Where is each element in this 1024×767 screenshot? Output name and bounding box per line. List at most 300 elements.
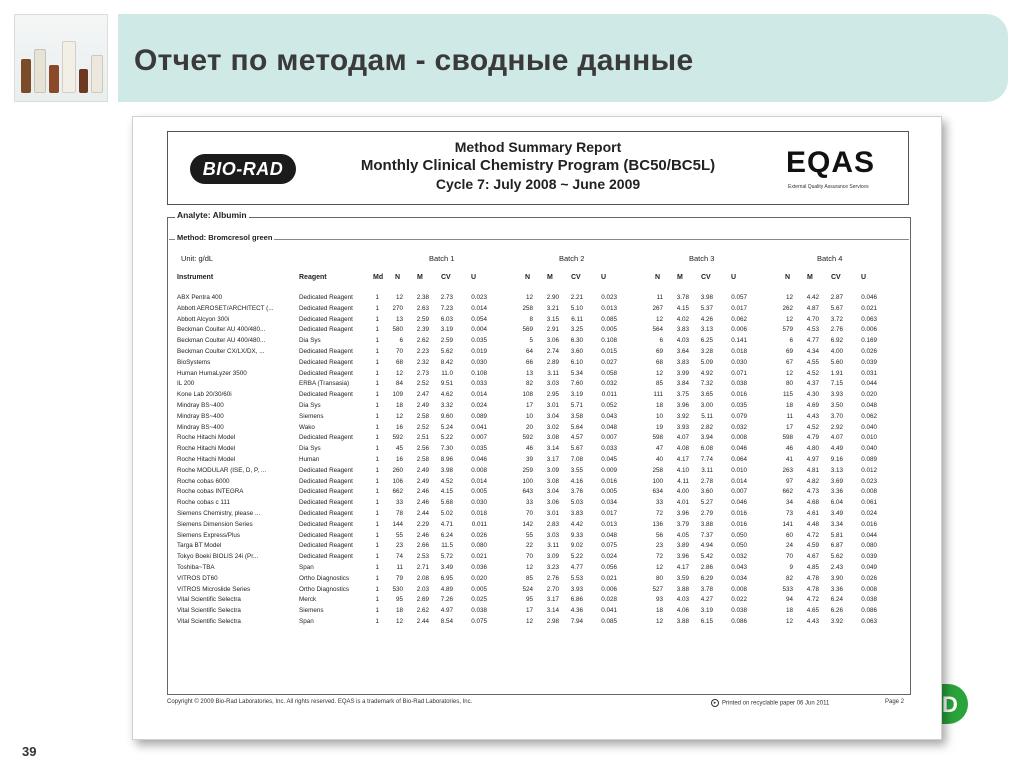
cell-cv: 3.60 — [700, 488, 713, 496]
cell-m: 4.06 — [676, 607, 689, 615]
cell-n: 85 — [655, 380, 663, 388]
cell-u: 0.016 — [731, 391, 747, 399]
cell-reagent: Span — [299, 564, 314, 571]
cell-n: 12 — [525, 618, 533, 625]
col-md: Md — [373, 274, 384, 281]
cell-cv: 8.42 — [440, 358, 453, 366]
cell-u: 0.034 — [601, 499, 617, 507]
cell-n: 95 — [395, 596, 403, 604]
cell-m: 2.49 — [416, 466, 429, 474]
cell-cv: 5.10 — [570, 304, 583, 312]
cell-m: 2.39 — [416, 326, 429, 334]
cell-instrument: Beckman Coulter AU 400/480... — [177, 337, 266, 345]
batch-1-header: Batch 1 — [429, 254, 455, 263]
cell-n: 564 — [652, 326, 663, 334]
header-thumbnail-image — [14, 14, 108, 102]
cell-n: 18 — [395, 402, 403, 409]
cell-n: 41 — [785, 456, 793, 463]
cell-m: 3.03 — [546, 531, 559, 539]
cell-u: 0.005 — [471, 585, 487, 593]
cell-md: 1 — [375, 358, 379, 366]
cell-u: 0.080 — [471, 542, 487, 550]
cell-cv: 4.89 — [440, 585, 453, 593]
cell-m: 4.65 — [806, 607, 819, 615]
cell-m: 3.17 — [546, 596, 559, 604]
cell-u: 0.028 — [601, 596, 617, 604]
cell-n: 16 — [395, 456, 403, 463]
cell-m: 2.69 — [416, 596, 429, 604]
cell-cv: 6.86 — [570, 596, 583, 604]
cell-cv: 2.73 — [440, 294, 453, 301]
cell-n: 6 — [789, 337, 793, 345]
report-cycle: Cycle 7: July 2008 ~ June 2009 — [435, 176, 641, 192]
table-row — [133, 347, 941, 358]
cell-m: 4.52 — [806, 369, 819, 377]
cell-n: 78 — [395, 510, 403, 517]
cell-u: 0.086 — [731, 618, 747, 625]
cell-u: 0.044 — [861, 531, 877, 539]
cell-cv: 5.60 — [830, 358, 843, 366]
cell-instrument: Roche cobas INTEGRA — [177, 488, 244, 496]
cell-cv: 5.37 — [700, 304, 713, 312]
cell-cv: 2.78 — [700, 477, 713, 485]
cell-m: 3.02 — [546, 423, 559, 431]
cell-m: 4.82 — [806, 477, 819, 485]
cell-n: 55 — [525, 531, 533, 539]
cell-u: 0.032 — [731, 423, 747, 431]
cell-n: 40 — [655, 456, 663, 463]
cell-n: 69 — [785, 348, 793, 355]
cell-md: 1 — [375, 423, 379, 431]
table-row — [133, 509, 941, 520]
cell-instrument: Toshiba~TBA — [177, 564, 215, 571]
table-row — [133, 487, 941, 498]
cell-cv: 4.94 — [700, 542, 713, 550]
cell-m: 3.17 — [546, 456, 559, 463]
cell-n: 46 — [785, 445, 793, 453]
cell-m: 2.52 — [416, 380, 429, 388]
cell-cv: 3.49 — [830, 510, 843, 517]
cell-instrument: Mindray BS~400 — [177, 423, 224, 431]
cell-u: 0.031 — [861, 369, 877, 377]
cell-m: 3.15 — [546, 315, 559, 323]
cell-n: 10 — [525, 412, 533, 420]
cell-reagent: Dedicated Reagent — [299, 294, 353, 301]
cell-m: 4.53 — [806, 326, 819, 334]
cell-cv: 3.58 — [570, 412, 583, 420]
table-row — [133, 401, 941, 412]
cell-cv: 6.08 — [700, 445, 713, 453]
cell-n: 12 — [525, 294, 533, 301]
cell-instrument: VITROS Microslide Series — [177, 585, 251, 593]
batch-1-cv-header: CV — [441, 274, 451, 281]
cell-m: 3.04 — [546, 412, 559, 420]
cell-instrument: Vital Scientific Selectra — [177, 596, 241, 604]
cell-cv: 6.29 — [700, 574, 713, 582]
table-row — [133, 379, 941, 390]
cell-u: 0.108 — [601, 337, 617, 345]
cell-u: 0.050 — [731, 531, 747, 539]
cell-m: 4.78 — [806, 585, 819, 593]
cell-n: 579 — [782, 326, 793, 334]
cell-n: 12 — [525, 564, 533, 571]
cell-u: 0.049 — [861, 564, 877, 571]
cell-n: 24 — [785, 542, 793, 550]
cell-n: 634 — [652, 488, 663, 496]
cell-n: 17 — [525, 607, 533, 615]
table-row — [133, 444, 941, 455]
cell-cv: 8.96 — [440, 456, 453, 463]
cell-m: 2.73 — [416, 369, 429, 377]
cell-u: 0.007 — [601, 434, 617, 442]
cell-cv: 4.42 — [570, 520, 583, 528]
cell-m: 3.06 — [546, 337, 559, 345]
cell-u: 0.062 — [861, 412, 877, 420]
cell-cv: 3.28 — [700, 348, 713, 355]
cell-m: 3.88 — [676, 618, 689, 625]
cell-m: 4.10 — [676, 466, 689, 474]
cell-u: 0.023 — [471, 294, 487, 301]
cell-n: 18 — [655, 607, 663, 615]
cell-m: 4.42 — [806, 294, 819, 301]
cell-m: 4.78 — [806, 574, 819, 582]
cell-u: 0.061 — [861, 499, 877, 507]
cell-cv: 5.11 — [701, 412, 713, 420]
cell-reagent: Wako — [299, 423, 315, 431]
cell-n: 33 — [395, 499, 403, 507]
cell-u: 0.033 — [471, 380, 487, 388]
cell-u: 0.021 — [861, 304, 877, 312]
cell-m: 3.08 — [546, 434, 559, 442]
cell-u: 0.026 — [861, 348, 877, 355]
cell-cv: 5.03 — [570, 499, 583, 507]
cell-n: 643 — [522, 488, 533, 496]
cell-md: 1 — [375, 402, 379, 409]
cell-m: 4.17 — [676, 456, 689, 463]
cell-instrument: IL 200 — [177, 380, 195, 388]
cell-cv: 6.30 — [570, 337, 583, 345]
table-row — [133, 541, 941, 552]
cell-u: 0.030 — [471, 499, 487, 507]
cell-u: 0.035 — [471, 337, 487, 345]
cell-u: 0.008 — [861, 585, 877, 593]
cell-n: 111 — [653, 391, 663, 399]
cell-cv: 5.34 — [570, 369, 583, 377]
cell-cv: 9.51 — [440, 380, 453, 388]
cell-n: 141 — [782, 520, 793, 528]
cell-u: 0.016 — [731, 520, 747, 528]
cell-cv: 6.11 — [571, 315, 583, 323]
cell-u: 0.024 — [471, 402, 487, 409]
cell-m: 2.98 — [546, 618, 559, 625]
cell-m: 3.99 — [676, 369, 689, 377]
footer-copyright: Copyright © 2009 Bio-Rad Laboratories, Inc. All rights reserved. EQAS is a trademark of Bio-Rad Laboratories, Inc. — [167, 699, 473, 705]
cell-m: 3.11 — [547, 369, 559, 377]
cell-m: 4.17 — [676, 564, 689, 571]
cell-cv: 3.94 — [700, 434, 713, 442]
cell-cv: 5.62 — [830, 553, 843, 561]
cell-u: 0.089 — [471, 412, 487, 420]
cell-m: 2.91 — [546, 326, 559, 334]
col-reagent: Reagent — [299, 274, 327, 281]
cell-cv: 3.93 — [830, 391, 843, 399]
cell-md: 1 — [375, 326, 379, 334]
cell-n: 136 — [652, 520, 663, 528]
cell-cv: 7.08 — [570, 456, 583, 463]
cell-reagent: Dia Sys — [299, 445, 321, 453]
batch-4-n-header: N — [785, 274, 791, 281]
cell-m: 3.03 — [546, 380, 559, 388]
table-row — [133, 325, 941, 336]
cell-instrument: Mindray BS~400 — [177, 402, 224, 409]
cell-instrument: Abbott Alcyon 300i — [177, 315, 230, 323]
table-row — [133, 315, 941, 326]
cell-m: 3.96 — [676, 402, 689, 409]
cell-u: 0.045 — [601, 456, 617, 463]
cell-cv: 4.71 — [440, 520, 453, 528]
cell-u: 0.040 — [861, 445, 877, 453]
cell-u: 0.032 — [731, 553, 747, 561]
cell-n: 80 — [785, 380, 793, 388]
cell-cv: 3.55 — [570, 466, 583, 474]
cell-n: 18 — [785, 607, 793, 615]
cell-n: 70 — [525, 510, 533, 517]
cell-md: 1 — [375, 304, 379, 312]
batch-1-m-header: M — [417, 274, 423, 281]
cell-cv: 6.92 — [830, 337, 843, 345]
cell-n: 12 — [395, 369, 403, 377]
cell-cv: 3.72 — [830, 315, 843, 323]
cell-m: 4.00 — [676, 488, 689, 496]
cell-m: 3.09 — [546, 466, 559, 474]
cell-cv: 11.5 — [441, 542, 453, 550]
cell-instrument: Siemens Dimension Series — [177, 520, 253, 528]
cell-n: 5 — [529, 337, 533, 345]
slide-number: 39 — [22, 744, 37, 759]
cell-u: 0.064 — [731, 456, 747, 463]
cell-u: 0.008 — [731, 434, 747, 442]
table-row — [133, 304, 941, 315]
cell-m: 4.43 — [806, 412, 819, 420]
cell-n: 524 — [522, 585, 533, 593]
batch-1-n-header: N — [395, 274, 401, 281]
cell-n: 60 — [785, 531, 793, 539]
cell-cv: 6.26 — [830, 607, 843, 615]
cell-n: 267 — [652, 304, 663, 312]
cell-reagent: Siemens — [299, 607, 324, 615]
cell-n: 18 — [655, 402, 663, 409]
cell-cv: 3.98 — [700, 294, 713, 301]
cell-m: 2.49 — [416, 477, 429, 485]
batch-3-cv-header: CV — [701, 274, 711, 281]
cell-md: 1 — [375, 531, 379, 539]
cell-u: 0.011 — [471, 520, 487, 528]
cell-cv: 3.78 — [700, 585, 713, 593]
cell-n: 263 — [782, 466, 793, 474]
cell-u: 0.026 — [471, 531, 487, 539]
cell-reagent: Ortho Diagnostics — [299, 585, 350, 593]
cell-u: 0.010 — [861, 434, 877, 442]
cell-cv: 4.77 — [570, 564, 583, 571]
cell-m: 4.02 — [676, 315, 689, 323]
cell-md: 1 — [375, 445, 379, 453]
cell-cv: 5.81 — [830, 531, 843, 539]
footer-printed: ▸ Printed on recyclable paper 06 Jun 2011 — [711, 699, 829, 707]
cell-u: 0.005 — [601, 488, 617, 496]
cell-cv: 3.92 — [830, 618, 843, 625]
cell-cv: 4.27 — [700, 596, 713, 604]
cell-cv: 7.37 — [700, 531, 713, 539]
table-row — [133, 358, 941, 369]
table-row — [133, 595, 941, 606]
cell-n: 64 — [525, 348, 533, 355]
cell-u: 0.013 — [601, 520, 617, 528]
cell-cv: 5.27 — [700, 499, 713, 507]
cell-md: 1 — [375, 564, 379, 571]
cell-n: 6 — [659, 337, 663, 345]
cell-u: 0.008 — [861, 488, 877, 496]
cell-instrument: Abbott AEROSET/ARCHITECT (... — [177, 304, 274, 312]
cell-cv: 3.32 — [440, 402, 453, 409]
batch-2-n-header: N — [525, 274, 531, 281]
cell-n: 33 — [655, 499, 663, 507]
cell-n: 11 — [396, 564, 403, 571]
table-row — [133, 606, 941, 617]
cell-reagent: Dedicated Reagent — [299, 466, 353, 474]
cell-n: 12 — [785, 618, 793, 625]
cell-u: 0.038 — [731, 607, 747, 615]
cell-cv: 4.97 — [440, 607, 453, 615]
cell-cv: 2.82 — [700, 423, 713, 431]
col-instrument: Instrument — [177, 274, 214, 281]
cell-cv: 3.76 — [570, 488, 583, 496]
cell-n: 527 — [652, 585, 663, 593]
cell-n: 258 — [652, 466, 663, 474]
cell-m: 2.32 — [416, 358, 429, 366]
cell-n: 262 — [782, 304, 793, 312]
cell-m: 2.38 — [416, 294, 429, 301]
cell-md: 1 — [375, 596, 379, 604]
cell-u: 0.020 — [861, 391, 877, 399]
cell-u: 0.027 — [601, 358, 617, 366]
cell-n: 100 — [522, 477, 533, 485]
cell-reagent: Ortho Diagnostics — [299, 574, 350, 582]
cell-m: 4.07 — [676, 434, 689, 442]
batch-4-header: Batch 4 — [817, 254, 843, 263]
table-row — [133, 390, 941, 401]
report-program: Monthly Clinical Chemistry Program (BC50/BC5L) — [360, 157, 716, 174]
cell-n: 94 — [785, 596, 793, 604]
cell-u: 0.008 — [471, 466, 487, 474]
cell-m: 3.79 — [676, 520, 689, 528]
cell-m: 2.63 — [416, 304, 429, 312]
cell-n: 12 — [395, 294, 403, 301]
cell-cv: 4.92 — [700, 369, 713, 377]
cell-u: 0.014 — [471, 304, 487, 312]
batch-3-header: Batch 3 — [689, 254, 715, 263]
cell-cv: 3.49 — [440, 564, 453, 571]
cell-cv: 3.65 — [700, 391, 713, 399]
cell-instrument: Beckman Coulter AU 400/480... — [177, 326, 266, 334]
cell-m: 4.87 — [806, 304, 819, 312]
cell-md: 1 — [375, 294, 379, 301]
table-row — [133, 369, 941, 380]
cell-n: 8 — [529, 315, 533, 323]
cell-u: 0.030 — [731, 358, 747, 366]
biorad-logo: BIO-RAD — [190, 154, 296, 184]
cell-m: 2.53 — [416, 553, 429, 561]
cell-reagent: Dedicated Reagent — [299, 477, 353, 485]
cell-u: 0.020 — [471, 574, 487, 582]
cell-u: 0.024 — [861, 510, 877, 517]
cell-m: 3.83 — [676, 326, 689, 334]
cell-m: 2.59 — [416, 315, 429, 323]
cell-u: 0.086 — [861, 607, 877, 615]
cell-cv: 3.19 — [440, 326, 453, 334]
cell-m: 3.14 — [546, 445, 559, 453]
cell-u: 0.012 — [861, 466, 877, 474]
cell-cv: 11.0 — [441, 369, 453, 377]
cell-u: 0.022 — [731, 596, 747, 604]
cell-m: 4.72 — [806, 531, 819, 539]
cell-n: 79 — [395, 574, 403, 582]
cell-cv: 7.23 — [440, 304, 453, 312]
cell-m: 4.34 — [806, 348, 819, 355]
cell-m: 2.66 — [416, 542, 429, 550]
cell-cv: 3.34 — [830, 520, 843, 528]
cell-m: 4.48 — [806, 520, 819, 528]
cell-cv: 3.90 — [830, 574, 843, 582]
cell-n: 9 — [789, 564, 793, 571]
cell-m: 3.08 — [546, 477, 559, 485]
cell-cv: 2.86 — [700, 564, 713, 571]
cell-m: 4.72 — [806, 596, 819, 604]
cell-u: 0.038 — [471, 607, 487, 615]
cell-u: 0.008 — [731, 585, 747, 593]
cell-instrument: Siemens Express/Plus — [177, 531, 240, 539]
cell-md: 1 — [375, 618, 379, 625]
cell-n: 66 — [525, 358, 533, 366]
cell-cv: 5.68 — [440, 499, 453, 507]
cell-n: 82 — [525, 380, 533, 388]
cell-instrument: Beckman Coulter CX/LX/DX, ... — [177, 348, 265, 355]
cell-cv: 5.71 — [570, 402, 583, 409]
cell-cv: 6.10 — [570, 358, 583, 366]
cell-u: 0.075 — [601, 542, 617, 550]
cell-cv: 4.07 — [830, 434, 843, 442]
cell-n: 70 — [395, 348, 403, 355]
cell-m: 4.70 — [806, 315, 819, 323]
cell-m: 4.77 — [806, 337, 819, 345]
cell-m: 2.76 — [546, 574, 559, 582]
cell-u: 0.050 — [731, 542, 747, 550]
cell-m: 2.29 — [416, 520, 429, 528]
cell-cv: 8.54 — [440, 618, 453, 625]
cell-n: 34 — [785, 499, 793, 507]
cell-reagent: Dedicated Reagent — [299, 358, 353, 366]
cell-u: 0.041 — [601, 607, 617, 615]
cell-instrument: Tokyo Boeki BIOLIS 24i (Pr... — [177, 553, 259, 561]
cell-n: 144 — [392, 520, 403, 528]
batch-3-n-header: N — [655, 274, 661, 281]
cell-n: 18 — [785, 402, 793, 409]
cell-m: 2.62 — [416, 337, 429, 345]
cell-u: 0.006 — [731, 326, 747, 334]
cell-n: 16 — [395, 423, 403, 431]
batch-4-u-header: U — [861, 274, 867, 281]
cell-md: 1 — [375, 477, 379, 485]
cell-cv: 3.25 — [570, 326, 583, 334]
